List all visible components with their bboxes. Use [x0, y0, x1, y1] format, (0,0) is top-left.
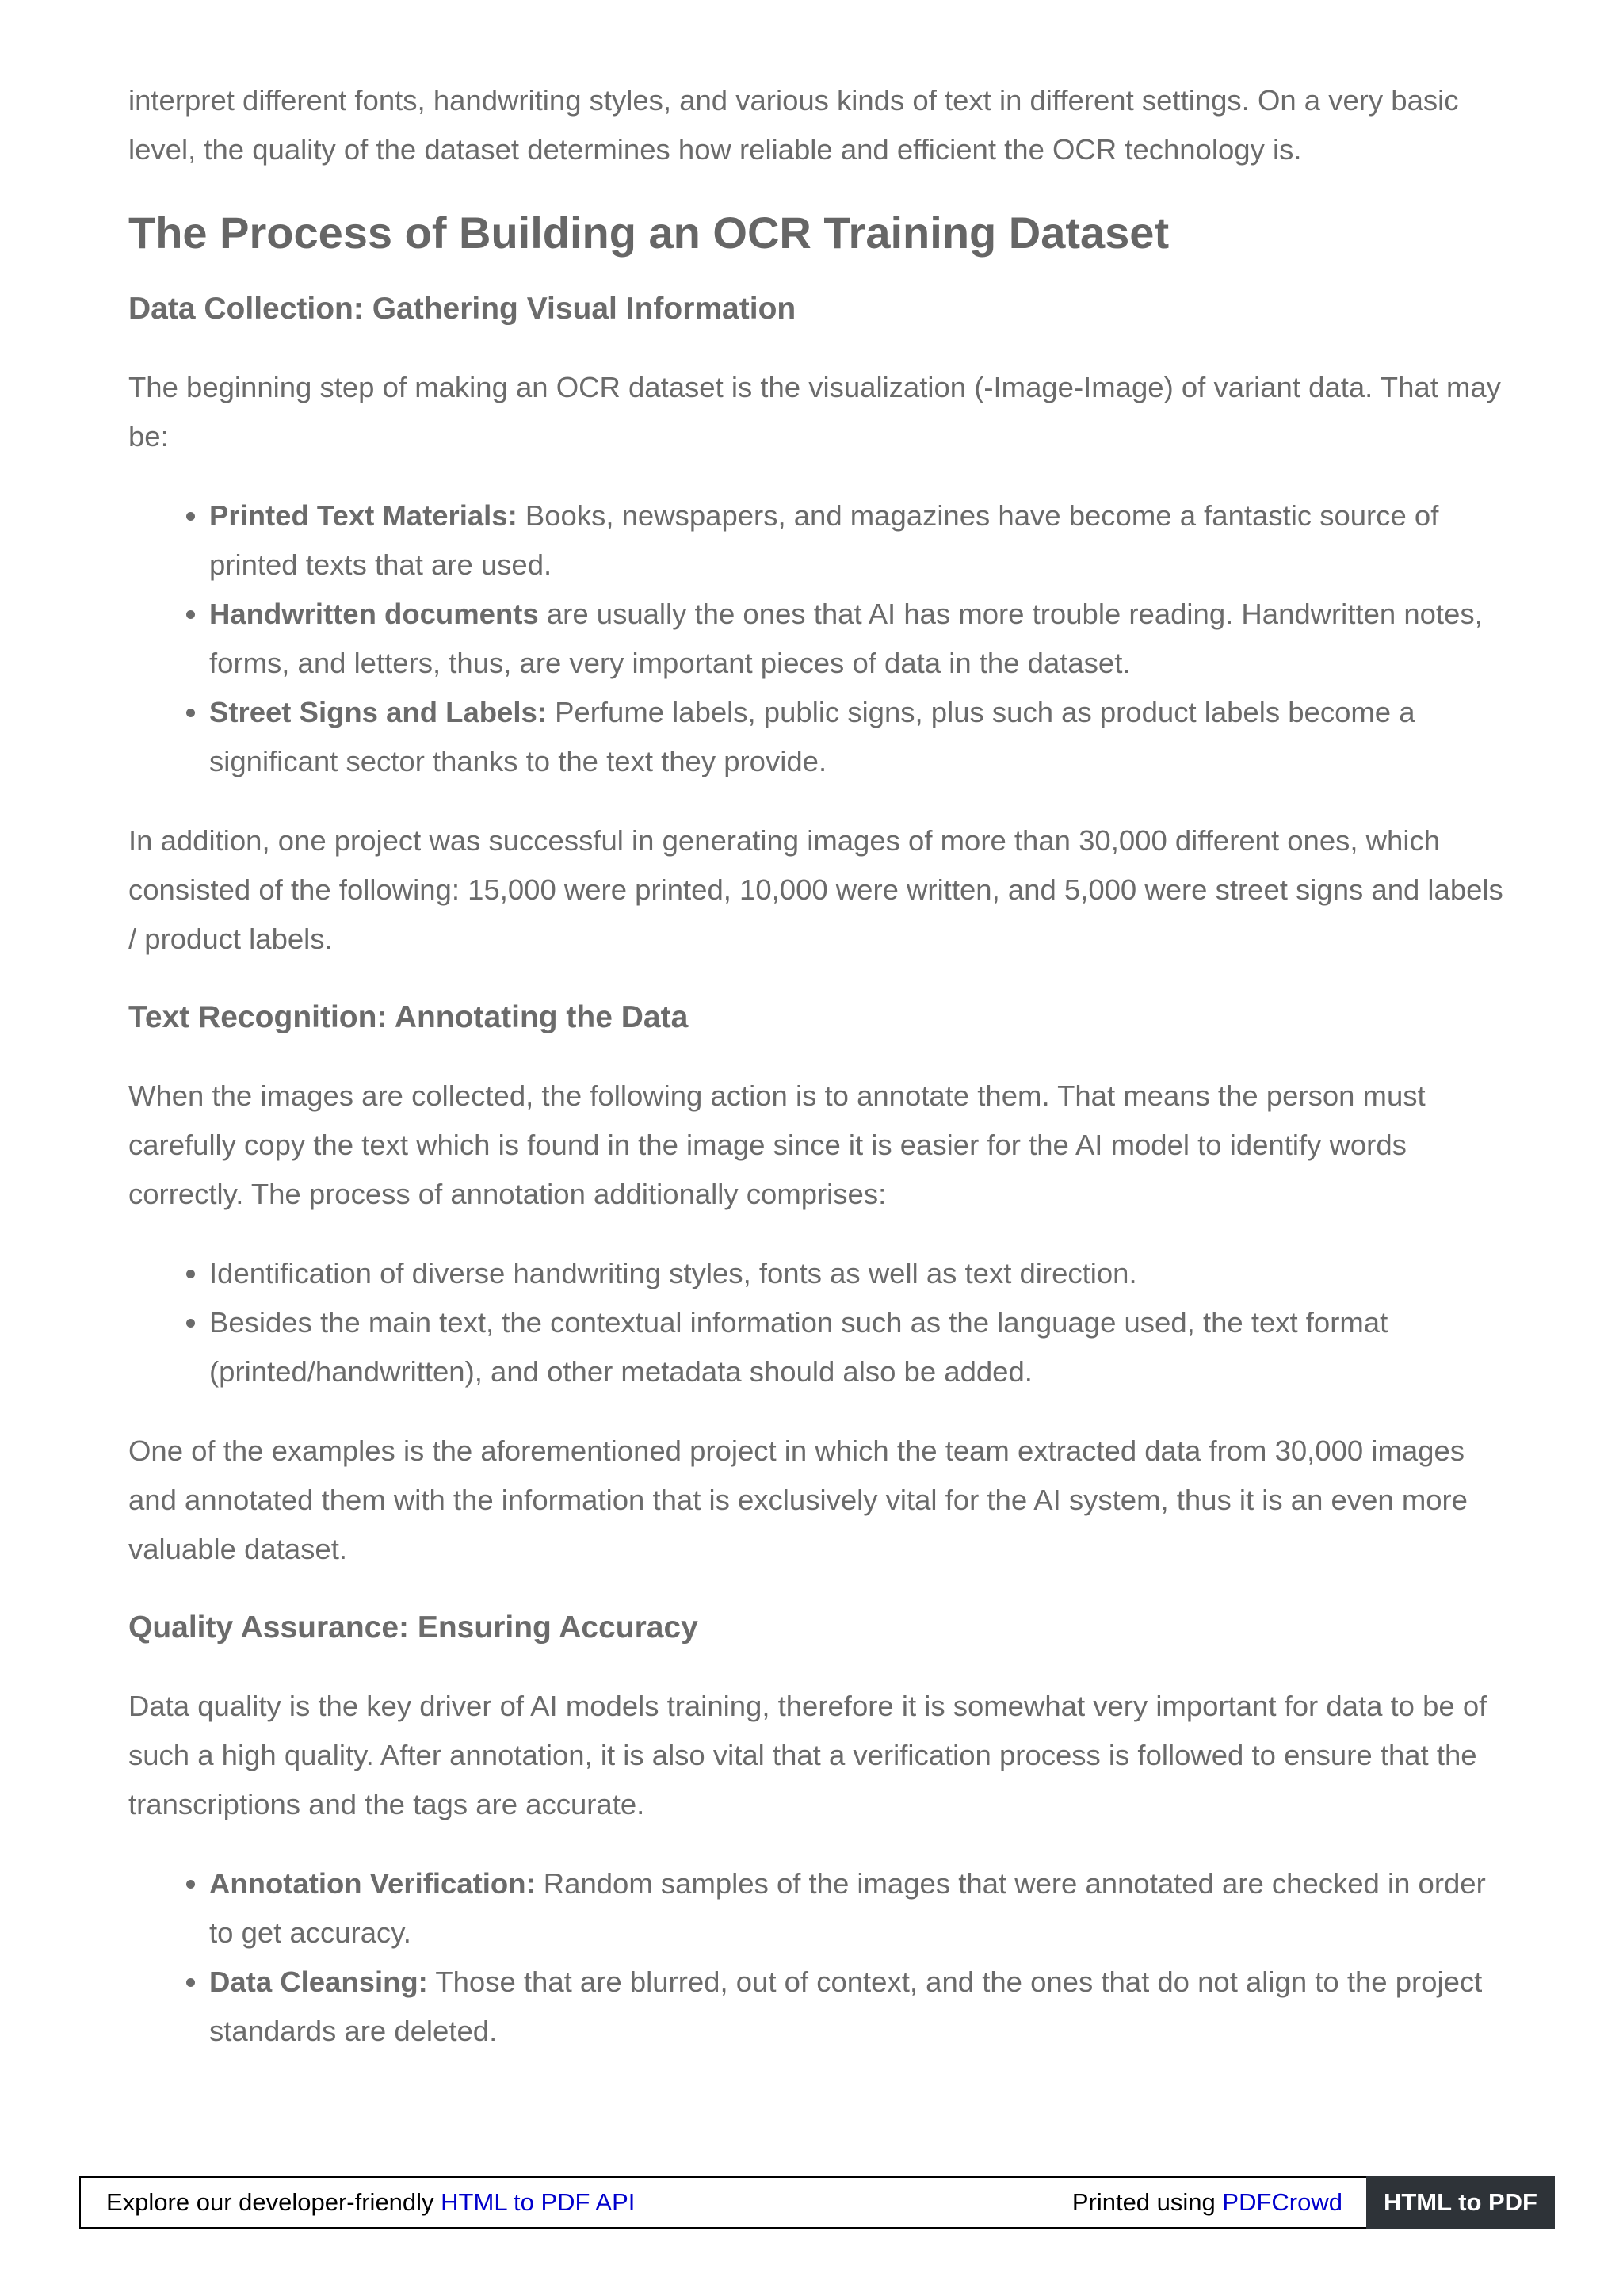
pdfcrowd-link[interactable]: PDFCrowd — [1222, 2188, 1342, 2216]
list-item-text: Books, newspapers, and magazines have become a fantastic source of printed texts that are used. — [209, 499, 1439, 581]
list-item-bold: Data Cleansing: — [209, 1966, 428, 1998]
section-paragraph: One of the examples is the aforementioned project in which the team extracted data from 30,000 images and annotated them with the information that is exclusively vital for the AI system, thus it is an even more valuable dataset. — [128, 1435, 1468, 1565]
list-item — [209, 491, 1507, 590]
section-title-data-collection: Data Collection: Gathering Visual Information — [128, 292, 796, 326]
section-paragraph: When the images are collected, the following action is to annotate them. That means the person must carefully copy the text which is found in the image since it is easier for the AI model to identify words correctly. The process of annotation additionally comprises: — [128, 1079, 1426, 1210]
section-paragraph: Data quality is the key driver of AI models training, therefore it is somewhat very important for data to be of such a high quality. After annotation, it is also vital that a verification process is followed to ensure that the transcriptions and the tags are accurate. — [128, 1690, 1487, 1820]
list-item: • Identification of diverse handwriting styles, fonts as well as text direction. — [209, 1249, 1507, 1298]
list-item-bold: Annotation Verification: — [209, 1867, 536, 1900]
page-title: The Process of Building an OCR Training Dataset — [128, 208, 1170, 258]
list-item-text: Those that are blurred, out of context, and the ones that do not align to the project standards are deleted. — [209, 1966, 1483, 2047]
bullet-list — [128, 1249, 1507, 1396]
section-title-quality-assurance: Quality Assurance: Ensuring Accuracy — [128, 1610, 698, 1645]
list-item-bold: Printed Text Materials: — [209, 499, 517, 532]
bullet-list — [128, 491, 1507, 786]
section-paragraph: The beginning step of making an OCR dataset is the visualization (-Image-Image) of variant data. That may be: — [128, 371, 1501, 453]
list-item-bold: Handwritten documents — [209, 598, 539, 630]
html-to-pdf-badge[interactable]: HTML to PDF — [1366, 2176, 1555, 2229]
bullet-list — [128, 1859, 1507, 2056]
footer-explore-text: Explore our developer-friendly — [106, 2188, 441, 2216]
list-item: • Besides the main text, the contextual information such as the language used, the text format (printed/handwritten), and other metadata should also be added. — [209, 1298, 1507, 1396]
list-item-text: Perfume labels, public signs, plus such as product labels become a significant sector thanks to the text they provide. — [209, 696, 1415, 777]
list-item-bold: Street Signs and Labels: — [209, 696, 547, 728]
html-to-pdf-api-link[interactable]: HTML to PDF API — [441, 2188, 636, 2216]
pdfcrowd-footer — [79, 2176, 1555, 2229]
list-item-text: Random samples of the images that were annotated are checked in order to get accuracy. — [209, 1867, 1486, 1949]
footer-explore — [81, 2188, 1072, 2217]
list-item — [209, 1958, 1507, 2056]
footer-printed — [1072, 2188, 1366, 2217]
list-item — [209, 1859, 1507, 1958]
footer-printed-text: Printed using — [1071, 2188, 1223, 2216]
list-item — [209, 688, 1507, 786]
list-item-text: are usually the ones that AI has more trouble reading. Handwritten notes, forms, and letters, thus, are very important pieces of data in the dataset. — [209, 598, 1483, 679]
section-paragraph: In addition, one project was successful in generating images of more than 30,000 different ones, which consisted of the following: 15,000 were printed, 10,000 were written, and 5,000 were street signs and labels / product labels. — [128, 824, 1503, 955]
section-title-text-recognition: Text Recognition: Annotating the Data — [128, 1000, 689, 1034]
article-content — [128, 76, 1507, 2086]
list-item — [209, 590, 1507, 688]
intro-paragraph: interpret different fonts, handwriting styles, and various kinds of text in different settings. On a very basic level, the quality of the dataset determines how reliable and efficient the OCR technology is. — [128, 84, 1459, 166]
